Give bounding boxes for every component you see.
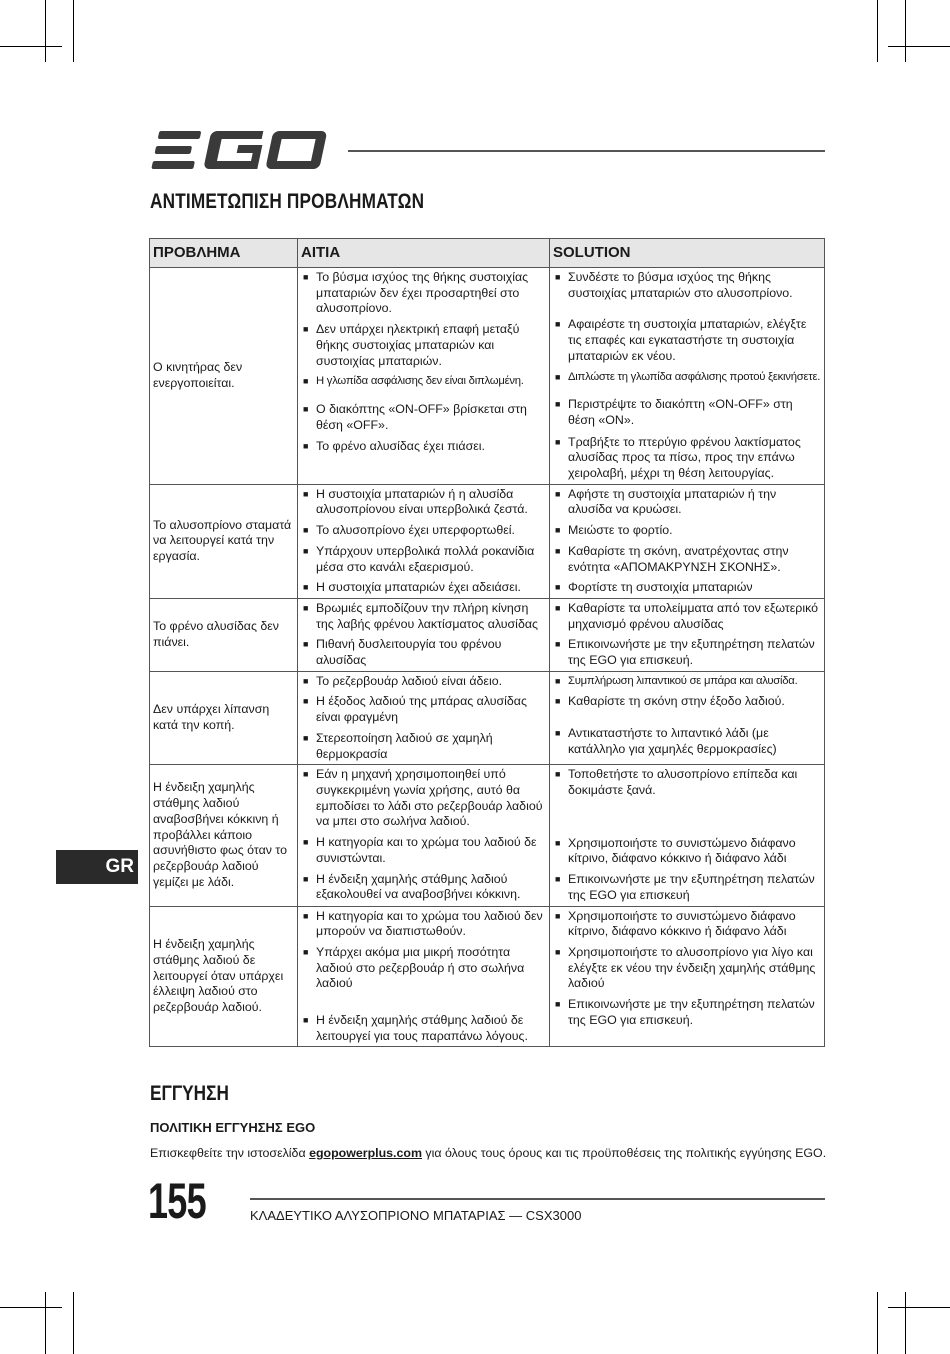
header <box>150 128 825 174</box>
crop-mark <box>0 1307 62 1308</box>
list-item: ■ Πιθανή δυσλειτουργία του φρένου αλυσίδας <box>303 637 502 668</box>
warranty-subtitle: ΠΟΛΙΤΙΚΗ ΕΓΓΥΗΣΗΣ EGO <box>150 1120 316 1135</box>
warranty-link[interactable]: egopowerplus.com <box>309 1146 422 1160</box>
bullet-icon: ■ <box>555 910 561 921</box>
list-item: ■ Συμπλήρωση λιπαντικού σε μπάρα και αλυσίδα. <box>553 674 821 690</box>
crop-mark <box>905 1292 906 1354</box>
bullet-icon: ■ <box>555 675 561 686</box>
list-item: ■ Η κατηγορία και το χρώμα του λαδιού δε συνιστώνται. <box>303 835 537 865</box>
troubleshooting-table <box>149 238 825 1047</box>
list-item: ■ Καθαρίστε τη σκόνη στην έξοδο λαδιού. <box>555 694 785 709</box>
bullet-icon: ■ <box>555 545 561 556</box>
list-item: ■ Ο διακόπτης «ON-OFF» βρίσκεται στη θέση «OFF». <box>303 401 527 432</box>
crop-mark <box>877 0 878 62</box>
bullet-icon: ■ <box>555 999 561 1010</box>
bullet-icon: ■ <box>555 319 561 330</box>
list-item: ■ Στερεοποίηση λαδιού σε χαμηλή θερμοκρασία <box>303 730 493 761</box>
header-rule <box>348 150 825 152</box>
list-item: ■ Φορτίστε τη συστοιχία μπαταριών <box>555 580 753 595</box>
list-item: ■ Επικοινωνήστε με την εξυπηρέτηση πελατών της EGO για επισκευή. <box>555 637 815 668</box>
crop-mark <box>877 1292 878 1354</box>
ego-logo <box>150 128 332 172</box>
list-item: ■ Το βύσμα ισχύος της θήκης συστοιχίας μπαταριών δεν έχει προσαρτηθεί στο αλυσοπρίονο. <box>303 270 529 316</box>
cause-cell <box>298 671 550 765</box>
crop-mark <box>73 1292 74 1354</box>
list-item: ■ Η συστοιχία μπαταριών έχει αδειάσει. <box>303 580 521 595</box>
bullet-icon: ■ <box>555 525 561 536</box>
list-item: ■ Αντικαταστήστε το λιπαντικό λάδι (με κατάλληλο για χαμηλές θερμοκρασίες) <box>555 726 777 756</box>
list-item: ■ Χρησιμοποιήστε το συνιστώμενο διάφανο κίτρινο, διάφανο κόκκινο ή διάφανο λάδι <box>555 908 796 939</box>
bullet-icon: ■ <box>303 545 309 556</box>
problem-cell: Η ένδειξη χαμηλής στάθμης λαδιού αναβοσβήνει κόκκινη ή προβάλλει κάποιο ασυνήθιστο φως όταν το ρεζερβουάρ λαδιού γεμίζει με λάδι. <box>150 765 298 906</box>
bullet-icon: ■ <box>555 488 561 499</box>
bullet-icon: ■ <box>303 675 309 686</box>
crop-mark <box>0 46 62 47</box>
list-item: ■ Χρησιμοποιήστε το συνιστώμενο διάφανο κίτρινο, διάφανο κόκκινο ή διάφανο λάδι <box>555 835 796 866</box>
bullet-icon: ■ <box>555 639 561 650</box>
list-item: ■ Αφήστε τη συστοιχία μπαταριών ή την αλυσίδα να κρυώσει. <box>555 486 777 517</box>
bullet-icon: ■ <box>555 272 561 282</box>
cause-cell <box>298 484 550 598</box>
table-row <box>150 671 825 765</box>
footer-text: ΚΛΑΔΕΥΤΙΚΟ ΑΛΥΣΟΠΡΙΟΝΟ ΜΠΑΤΑΡΙΑΣ — CSX3000 <box>250 1208 582 1223</box>
bullet-icon: ■ <box>303 582 309 593</box>
bullet-icon: ■ <box>555 696 561 707</box>
list-item: ■ Χρησιμοποιήστε το αλυσοπρίονο για λίγο και ελέγξτε εκ νέου την ένδειξη χαμηλής στάθμης λαδιού <box>555 944 816 991</box>
bullet-icon: ■ <box>303 910 309 921</box>
bullet-icon: ■ <box>303 696 309 707</box>
cause-cell <box>298 765 550 906</box>
bullet-icon: ■ <box>303 376 309 387</box>
list-item: ■ Επικοινωνήστε με την εξυπηρέτηση πελατών της EGO για επισκευή <box>555 872 815 902</box>
solution-cell <box>550 484 825 598</box>
list-item: ■ Τραβήξτε το πτερύγιο φρένου λακτίσματος αλυσίδας προς τα πίσω, προς την επάνω χειρολαβή, μέχρι τη θέση λειτουργίας. <box>555 434 801 481</box>
list-item: ■ Καθαρίστε τα υπολείμματα από τον εξωτερικό μηχανισμό φρένου αλυσίδας <box>555 600 819 631</box>
bullet-icon: ■ <box>303 639 309 650</box>
list-item: ■ Επικοινωνήστε με την εξυπηρέτηση πελατών της EGO για επισκευή. <box>555 997 815 1027</box>
list-item: ■ Δεν υπάρχει ηλεκτρική επαφή μεταξύ θήκης συστοιχίας μπαταριών και συστοιχίας μπαταριών. <box>303 322 520 368</box>
crop-mark <box>73 0 74 62</box>
bullet-icon: ■ <box>303 525 309 536</box>
list-item: ■ Η ένδειξη χαμηλής στάθμης λαδιού εξακολουθεί να αναβοσβήνει κόκκινη. <box>303 871 521 902</box>
solution-cell <box>550 906 825 1047</box>
list-item: ■ Εάν η μηχανή χρησιμοποιηθεί υπό συγκεκριμένη γωνία χρήσης, αυτό θα εμποδίσει το λάδι στο ρεζερβουάρ λαδιού να μπει στο σωλήνα λαδιού. <box>303 767 543 829</box>
bullet-icon: ■ <box>555 728 561 739</box>
solution-cell <box>550 765 825 906</box>
bullet-icon: ■ <box>303 324 309 335</box>
solution-cell <box>550 268 825 485</box>
list-item: ■ Η ένδειξη χαμηλής στάθμης λαδιού δε λειτουργεί για τους παραπάνω λόγους. <box>303 1013 528 1043</box>
table-row <box>150 268 825 485</box>
solution-cell <box>550 598 825 671</box>
crop-mark <box>45 1292 46 1354</box>
table-row <box>150 598 825 671</box>
bullet-icon: ■ <box>555 874 561 885</box>
list-item: ■ Αφαιρέστε τη συστοιχία μπαταριών, ελέγξτε τις επαφές και εγκαταστήστε τη συστοιχία μπαταριών εκ νέου. <box>555 317 807 363</box>
list-item: ■ Περιστρέψτε το διακόπτη «ON-OFF» στη θέση «ON». <box>555 397 793 427</box>
bullet-icon: ■ <box>303 441 309 452</box>
bullet-icon: ■ <box>555 371 561 382</box>
table-row <box>150 906 825 1047</box>
list-item: ■ Η έξοδος λαδιού της μπάρας αλυσίδας είναι φραγμένη <box>303 694 527 725</box>
bullet-icon: ■ <box>303 1015 309 1026</box>
cause-cell <box>298 268 550 485</box>
footer-rule <box>250 1198 825 1200</box>
page-title: ΑΝΤΙΜΕΤΩΠΙΣΗ ΠΡΟΒΛΗΜΑΤΩΝ <box>150 190 425 213</box>
crop-mark <box>45 0 46 62</box>
crop-mark <box>888 1307 950 1308</box>
list-item: ■ Το αλυσοπρίονο έχει υπερφορτωθεί. <box>303 523 515 538</box>
bullet-icon: ■ <box>555 399 561 410</box>
list-item: ■ Το φρένο αλυσίδας έχει πιάσει. <box>303 439 485 454</box>
problem-cell: Ο κινητήρας δεν ενεργοποιείται. <box>150 268 298 485</box>
list-item: ■ Τοποθετήστε το αλυσοπρίονο επίπεδα και δοκιμάστε ξανά. <box>555 767 798 797</box>
bullet-icon: ■ <box>303 488 309 499</box>
crop-mark <box>888 46 950 47</box>
crop-mark <box>905 0 906 62</box>
table-header-row <box>150 239 825 268</box>
solution-cell <box>550 671 825 765</box>
cause-cell <box>298 906 550 1047</box>
list-item: ■ Μειώστε το φορτίο. <box>555 523 673 538</box>
warranty-text: Επισκεφθείτε την ιστοσελίδα egopowerplus.com για όλους τους όρους και τις προϋποθέσεις της πολιτικής εγγύησης EGO. <box>150 1146 827 1160</box>
bullet-icon: ■ <box>555 837 561 848</box>
list-item: ■ Η γλωπίδα ασφάλισης δεν είναι διπλωμένη. <box>301 374 546 390</box>
list-item: ■ Διπλώστε τη γλωπίδα ασφάλισης προτού ξεκινήσετε. <box>553 370 821 386</box>
list-item: ■ Συνδέστε το βύσμα ισχύος της θήκης συστοιχίας μπαταριών στο αλυσοπρίονο. <box>555 270 793 300</box>
bullet-icon: ■ <box>303 769 309 780</box>
problem-cell: Δεν υπάρχει λίπανση κατά την κοπή. <box>150 671 298 765</box>
column-header-problem: ΠΡΟΒΛΗΜΑ <box>150 239 298 268</box>
problem-cell: Το φρένο αλυσίδας δεν πιάνει. <box>150 598 298 671</box>
bullet-icon: ■ <box>303 873 309 884</box>
bullet-icon: ■ <box>555 769 561 780</box>
page-number: 155 <box>148 1173 206 1229</box>
bullet-icon: ■ <box>303 272 309 282</box>
column-header-cause: ΑΙΤΙΑ <box>298 239 550 268</box>
bullet-icon: ■ <box>303 602 309 613</box>
bullet-icon: ■ <box>555 946 561 957</box>
bullet-icon: ■ <box>303 732 309 743</box>
table-row <box>150 484 825 598</box>
bullet-icon: ■ <box>303 403 309 414</box>
list-item: ■ Βρωμιές εμποδίζουν την πλήρη κίνηση της λαβής φρένου λακτίσματος αλυσίδας <box>303 600 538 631</box>
list-item: ■ Η συστοιχία μπαταριών ή η αλυσίδα αλυσοπρίονου είναι υπερβολικά ζεστά. <box>303 486 528 517</box>
language-tab: GR <box>56 850 138 884</box>
bullet-icon: ■ <box>555 602 561 613</box>
column-header-solution: SOLUTION <box>550 239 825 268</box>
warranty-title: ΕΓΓΥΗΣΗ <box>150 1082 229 1105</box>
cause-cell <box>298 598 550 671</box>
bullet-icon: ■ <box>303 837 309 848</box>
list-item: ■ Καθαρίστε τη σκόνη, ανατρέχοντας στην ενότητα «ΑΠΟΜΑΚΡΥΝΣΗ ΣΚΟΝΗΣ». <box>555 543 789 574</box>
list-item: ■ Το ρεζερβουάρ λαδιού είναι άδειο. <box>303 673 503 688</box>
bullet-icon: ■ <box>555 436 561 447</box>
bullet-icon: ■ <box>303 946 309 957</box>
table-row <box>150 765 825 906</box>
list-item: ■ Υπάρχει ακόμα μια μικρή ποσότητα λαδιού στο ρεζερβουάρ ή στο σωλήνα λαδιού <box>303 944 525 991</box>
list-item: ■ Υπάρχουν υπερβολικά πολλά ροκανίδια μέσα στο κανάλι εξαερισμού. <box>303 543 535 574</box>
bullet-icon: ■ <box>555 582 561 593</box>
problem-cell: Το αλυσοπρίονο σταματά να λειτουργεί κατά την εργασία. <box>150 484 298 598</box>
problem-cell: Η ένδειξη χαμηλής στάθμης λαδιού δε λειτουργεί όταν υπάρχει έλλειψη λαδιού στο ρεζερβουάρ λαδιού. <box>150 906 298 1047</box>
list-item: ■ Η κατηγορία και το χρώμα του λαδιού δεν μπορούν να διαπιστωθούν. <box>303 908 543 939</box>
